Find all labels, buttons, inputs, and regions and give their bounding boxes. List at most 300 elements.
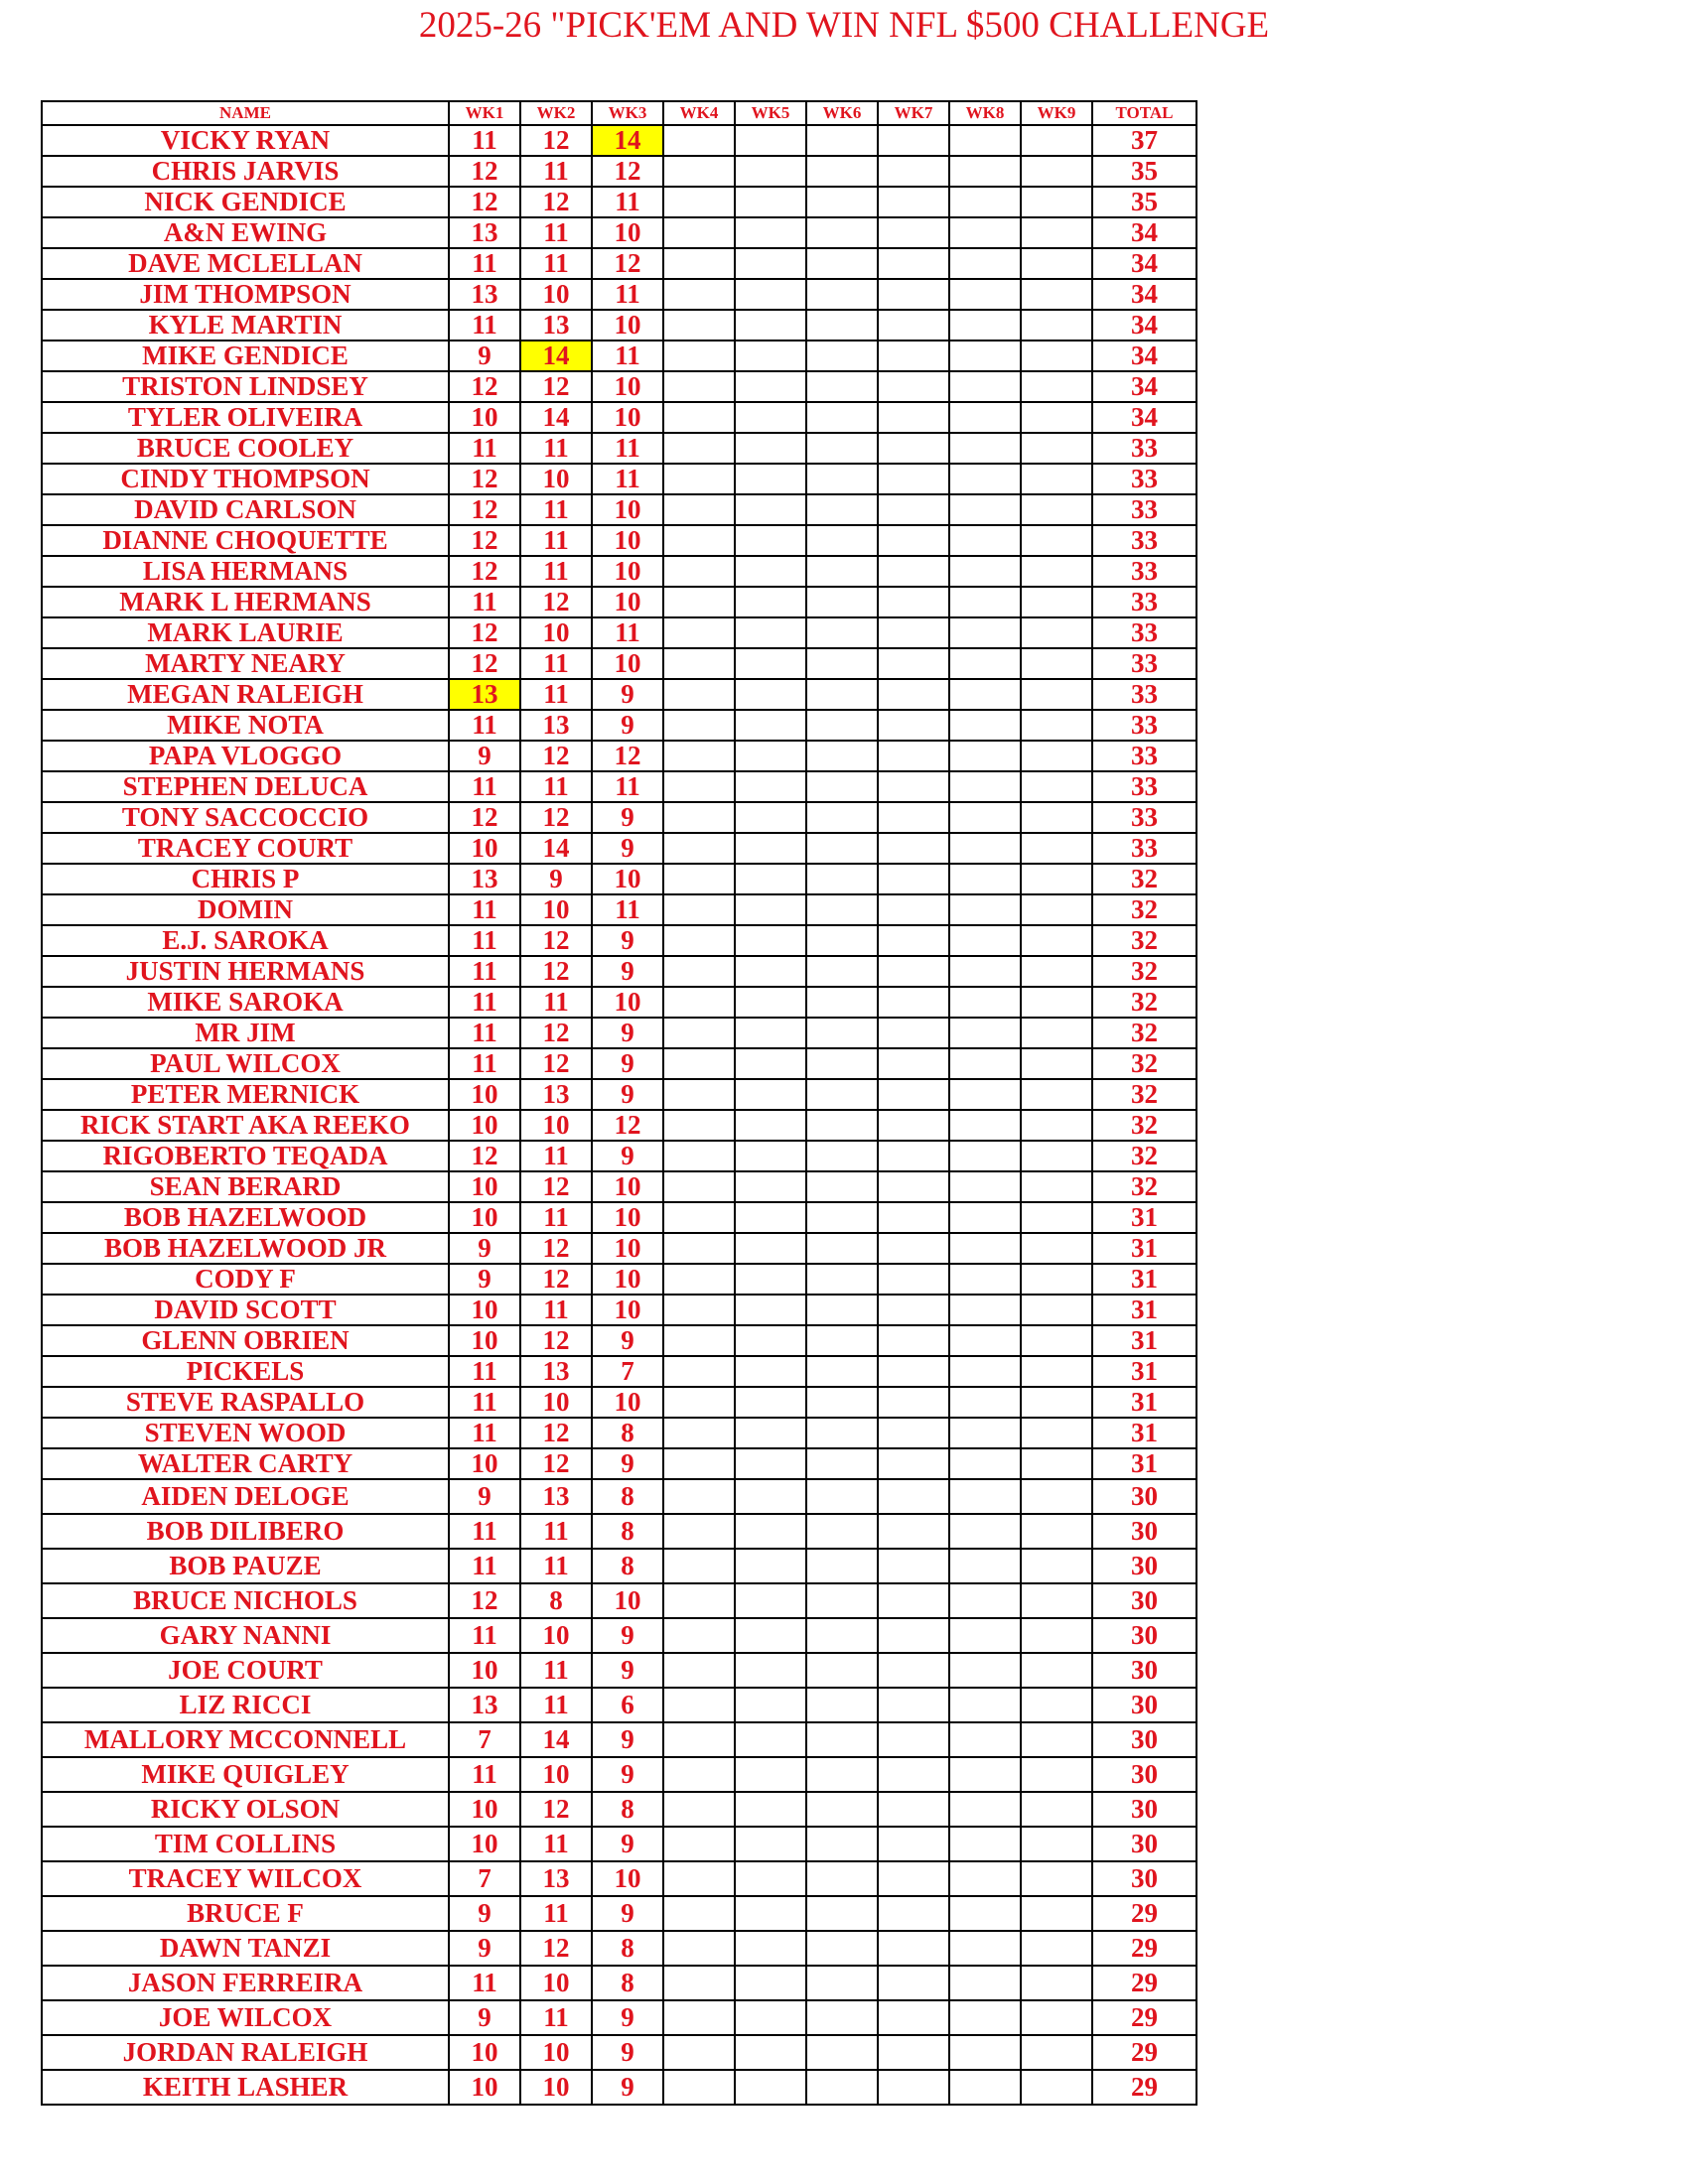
wk7-cell [878, 341, 949, 371]
wk8-cell [949, 1896, 1021, 1931]
wk3-cell: 10 [592, 648, 663, 679]
total-cell: 32 [1092, 1079, 1196, 1110]
total-cell: 33 [1092, 617, 1196, 648]
table-row [42, 1110, 1196, 1141]
wk3-cell: 9 [592, 956, 663, 987]
wk3-cell: 10 [592, 1264, 663, 1295]
wk5-cell [735, 279, 806, 310]
wk4-cell [663, 1757, 735, 1792]
wk7-cell [878, 402, 949, 433]
wk8-cell [949, 125, 1021, 156]
total-cell: 32 [1092, 1110, 1196, 1141]
wk8-cell [949, 494, 1021, 525]
table-row [42, 1448, 1196, 1479]
total-cell: 31 [1092, 1448, 1196, 1479]
wk9-cell [1021, 864, 1092, 894]
wk2-cell: 11 [520, 2000, 592, 2035]
wk3-cell: 12 [592, 741, 663, 771]
wk8-cell [949, 1233, 1021, 1264]
wk7-cell [878, 1264, 949, 1295]
total-cell: 35 [1092, 187, 1196, 217]
wk8-cell [949, 1514, 1021, 1549]
wk1-cell: 10 [449, 1653, 520, 1688]
wk1-cell: 11 [449, 956, 520, 987]
player-name-cell: CHRIS JARVIS [42, 156, 449, 187]
wk8-cell [949, 587, 1021, 617]
wk7-cell [878, 494, 949, 525]
wk2-cell: 12 [520, 1171, 592, 1202]
wk9-cell [1021, 2070, 1092, 2105]
wk7-cell [878, 1931, 949, 1966]
wk5-cell [735, 1110, 806, 1141]
total-cell: 31 [1092, 1295, 1196, 1325]
wk5-cell [735, 1514, 806, 1549]
wk8-cell [949, 187, 1021, 217]
wk4-cell [663, 279, 735, 310]
player-name-cell: TYLER OLIVEIRA [42, 402, 449, 433]
wk5-cell [735, 679, 806, 710]
wk3-cell: 11 [592, 617, 663, 648]
player-name-cell: JOE COURT [42, 1653, 449, 1688]
wk1-cell: 12 [449, 617, 520, 648]
wk5-cell [735, 248, 806, 279]
player-name-cell: LIZ RICCI [42, 1688, 449, 1722]
wk4-cell [663, 1479, 735, 1514]
table-row [42, 1653, 1196, 1688]
wk5-cell [735, 1448, 806, 1479]
table-row [42, 1048, 1196, 1079]
wk6-cell [806, 1583, 878, 1618]
wk4-cell [663, 1325, 735, 1356]
wk4-cell [663, 1549, 735, 1583]
wk1-cell: 13 [449, 279, 520, 310]
wk7-cell [878, 648, 949, 679]
wk9-cell [1021, 956, 1092, 987]
table-row [42, 217, 1196, 248]
wk7-cell [878, 1018, 949, 1048]
wk3-cell: 8 [592, 1931, 663, 1966]
wk2-cell: 11 [520, 1827, 592, 1861]
wk5-cell [735, 1295, 806, 1325]
standings-table [41, 100, 1197, 2106]
table-row [42, 802, 1196, 833]
player-name-cell: RIGOBERTO TEQADA [42, 1141, 449, 1171]
player-name-cell: DAVE MCLELLAN [42, 248, 449, 279]
total-cell: 30 [1092, 1514, 1196, 1549]
wk8-cell [949, 1202, 1021, 1233]
player-name-cell: BOB PAUZE [42, 1549, 449, 1583]
total-cell: 33 [1092, 587, 1196, 617]
wk3-cell: 10 [592, 1861, 663, 1896]
player-name-cell: DAWN TANZI [42, 1931, 449, 1966]
table-row [42, 1931, 1196, 1966]
wk9-cell [1021, 1325, 1092, 1356]
wk7-cell [878, 1387, 949, 1418]
wk9-cell [1021, 2035, 1092, 2070]
wk7-cell [878, 1418, 949, 1448]
wk7-cell [878, 187, 949, 217]
wk6-cell [806, 1264, 878, 1295]
wk1-cell: 12 [449, 494, 520, 525]
player-name-cell: BOB HAZELWOOD JR [42, 1233, 449, 1264]
wk7-cell [878, 1448, 949, 1479]
wk8-cell [949, 1110, 1021, 1141]
wk2-cell: 12 [520, 125, 592, 156]
wk3-cell: 10 [592, 587, 663, 617]
wk4-cell [663, 587, 735, 617]
table-row [42, 1018, 1196, 1048]
total-cell: 29 [1092, 2000, 1196, 2035]
wk7-cell [878, 1827, 949, 1861]
wk2-cell: 13 [520, 1861, 592, 1896]
player-name-cell: TRISTON LINDSEY [42, 371, 449, 402]
wk8-cell [949, 679, 1021, 710]
wk8-cell [949, 894, 1021, 925]
wk1-cell: 11 [449, 1387, 520, 1418]
wk9-cell [1021, 587, 1092, 617]
wk3-cell: 10 [592, 371, 663, 402]
wk8-cell [949, 1792, 1021, 1827]
wk8-cell [949, 1583, 1021, 1618]
player-name-cell: BOB HAZELWOOD [42, 1202, 449, 1233]
wk9-cell [1021, 1418, 1092, 1448]
wk4-cell [663, 556, 735, 587]
player-name-cell: A&N EWING [42, 217, 449, 248]
player-name-cell: BOB DILIBERO [42, 1514, 449, 1549]
wk8-cell [949, 987, 1021, 1018]
wk4-cell [663, 2070, 735, 2105]
table-row [42, 956, 1196, 987]
wk2-cell: 11 [520, 1295, 592, 1325]
wk4-cell [663, 648, 735, 679]
wk4-cell [663, 248, 735, 279]
total-cell: 32 [1092, 1141, 1196, 1171]
player-name-cell: DIANNE CHOQUETTE [42, 525, 449, 556]
wk9-cell [1021, 1048, 1092, 1079]
wk6-cell [806, 802, 878, 833]
wk4-cell [663, 956, 735, 987]
wk7-cell [878, 1896, 949, 1931]
wk9-cell [1021, 1141, 1092, 1171]
table-row [42, 587, 1196, 617]
wk5-cell [735, 1356, 806, 1387]
total-cell: 31 [1092, 1387, 1196, 1418]
wk4-cell [663, 1514, 735, 1549]
wk3-cell: 11 [592, 341, 663, 371]
wk9-cell [1021, 1295, 1092, 1325]
wk3-cell: 10 [592, 987, 663, 1018]
wk4-cell [663, 433, 735, 464]
wk2-cell: 10 [520, 894, 592, 925]
total-cell: 31 [1092, 1264, 1196, 1295]
wk3-cell: 9 [592, 1757, 663, 1792]
wk2-cell: 12 [520, 802, 592, 833]
player-name-cell: CHRIS P [42, 864, 449, 894]
wk6-cell [806, 1171, 878, 1202]
wk7-cell [878, 1722, 949, 1757]
wk1-cell: 9 [449, 2000, 520, 2035]
wk6-cell [806, 217, 878, 248]
wk1-cell: 10 [449, 1110, 520, 1141]
total-cell: 31 [1092, 1325, 1196, 1356]
wk8-cell [949, 341, 1021, 371]
wk6-cell [806, 1418, 878, 1448]
wk6-cell [806, 1479, 878, 1514]
wk1-cell: 13 [449, 217, 520, 248]
wk2-cell: 13 [520, 710, 592, 741]
wk1-cell: 11 [449, 987, 520, 1018]
wk9-cell [1021, 1688, 1092, 1722]
total-cell: 32 [1092, 1171, 1196, 1202]
wk6-cell [806, 279, 878, 310]
wk6-cell [806, 1514, 878, 1549]
wk1-cell: 9 [449, 1233, 520, 1264]
wk7-cell [878, 1079, 949, 1110]
table-row [42, 1583, 1196, 1618]
player-name-cell: DAVID SCOTT [42, 1295, 449, 1325]
wk8-cell [949, 1688, 1021, 1722]
wk8-cell [949, 864, 1021, 894]
wk6-cell [806, 587, 878, 617]
wk2-cell: 12 [520, 1048, 592, 1079]
wk2-cell: 11 [520, 1688, 592, 1722]
wk6-cell [806, 648, 878, 679]
wk6-cell [806, 1966, 878, 2000]
wk4-cell [663, 464, 735, 494]
wk5-cell [735, 1387, 806, 1418]
wk3-cell: 12 [592, 1110, 663, 1141]
wk8-cell [949, 217, 1021, 248]
wk8-cell [949, 741, 1021, 771]
wk5-cell [735, 1141, 806, 1171]
total-cell: 35 [1092, 156, 1196, 187]
wk1-cell: 11 [449, 1618, 520, 1653]
wk1-cell: 11 [449, 771, 520, 802]
wk6-cell [806, 1295, 878, 1325]
wk5-cell [735, 402, 806, 433]
table-row [42, 1325, 1196, 1356]
total-cell: 30 [1092, 1827, 1196, 1861]
wk7-cell [878, 679, 949, 710]
player-name-cell: MARK LAURIE [42, 617, 449, 648]
wk3-cell: 9 [592, 1448, 663, 1479]
total-cell: 34 [1092, 310, 1196, 341]
wk8-cell [949, 1618, 1021, 1653]
wk9-cell [1021, 1931, 1092, 1966]
table-row [42, 617, 1196, 648]
player-name-cell: KYLE MARTIN [42, 310, 449, 341]
total-cell: 32 [1092, 1048, 1196, 1079]
wk2-cell: 10 [520, 617, 592, 648]
total-cell: 29 [1092, 1896, 1196, 1931]
wk4-cell [663, 217, 735, 248]
player-name-cell: JASON FERREIRA [42, 1966, 449, 2000]
wk8-cell [949, 1448, 1021, 1479]
total-cell: 30 [1092, 1861, 1196, 1896]
wk1-cell: 9 [449, 1896, 520, 1931]
wk4-cell [663, 402, 735, 433]
wk3-cell: 10 [592, 494, 663, 525]
wk4-cell [663, 1048, 735, 1079]
wk5-cell [735, 1722, 806, 1757]
wk3-cell: 10 [592, 525, 663, 556]
wk3-cell: 9 [592, 710, 663, 741]
wk7-cell [878, 217, 949, 248]
wk1-cell: 12 [449, 156, 520, 187]
player-name-cell: BRUCE NICHOLS [42, 1583, 449, 1618]
wk5-cell [735, 648, 806, 679]
wk4-cell [663, 1792, 735, 1827]
table-row [42, 2000, 1196, 2035]
wk4-cell [663, 1722, 735, 1757]
wk8-cell [949, 956, 1021, 987]
wk7-cell [878, 1549, 949, 1583]
table-row [42, 1418, 1196, 1448]
wk8-cell [949, 771, 1021, 802]
wk2-cell: 11 [520, 556, 592, 587]
player-name-cell: NICK GENDICE [42, 187, 449, 217]
wk3-cell: 10 [592, 1295, 663, 1325]
column-header-wk8: WK8 [949, 101, 1021, 125]
wk6-cell [806, 987, 878, 1018]
wk2-cell: 11 [520, 679, 592, 710]
wk8-cell [949, 525, 1021, 556]
table-row [42, 833, 1196, 864]
wk9-cell [1021, 1079, 1092, 1110]
wk3-cell: 7 [592, 1356, 663, 1387]
wk7-cell [878, 433, 949, 464]
wk1-cell: 13 [449, 864, 520, 894]
wk7-cell [878, 1618, 949, 1653]
wk1-cell: 10 [449, 1202, 520, 1233]
wk6-cell [806, 125, 878, 156]
wk5-cell [735, 494, 806, 525]
wk3-cell: 11 [592, 187, 663, 217]
wk5-cell [735, 1079, 806, 1110]
wk8-cell [949, 371, 1021, 402]
wk2-cell: 10 [520, 1618, 592, 1653]
wk6-cell [806, 710, 878, 741]
wk6-cell [806, 494, 878, 525]
wk9-cell [1021, 248, 1092, 279]
wk6-cell [806, 1110, 878, 1141]
wk3-cell: 11 [592, 279, 663, 310]
wk8-cell [949, 1264, 1021, 1295]
total-cell: 30 [1092, 1688, 1196, 1722]
wk6-cell [806, 1387, 878, 1418]
wk9-cell [1021, 402, 1092, 433]
wk4-cell [663, 1861, 735, 1896]
page-title: 2025-26 "PICK'EM AND WIN NFL $500 CHALLENGE [418, 5, 1270, 46]
table-row [42, 1079, 1196, 1110]
wk2-cell: 10 [520, 464, 592, 494]
column-header-wk1: WK1 [449, 101, 520, 125]
table-row [42, 1966, 1196, 2000]
wk8-cell [949, 2035, 1021, 2070]
wk9-cell [1021, 833, 1092, 864]
wk4-cell [663, 1079, 735, 1110]
wk2-cell: 14 [520, 341, 592, 371]
column-header-wk3: WK3 [592, 101, 663, 125]
wk6-cell [806, 1356, 878, 1387]
wk5-cell [735, 1931, 806, 1966]
total-cell: 33 [1092, 771, 1196, 802]
total-cell: 32 [1092, 864, 1196, 894]
table-row [42, 1827, 1196, 1861]
wk2-cell: 13 [520, 1479, 592, 1514]
wk5-cell [735, 156, 806, 187]
wk1-cell: 11 [449, 248, 520, 279]
table-row [42, 2070, 1196, 2105]
wk3-cell: 8 [592, 1549, 663, 1583]
wk2-cell: 11 [520, 771, 592, 802]
wk9-cell [1021, 1757, 1092, 1792]
wk2-cell: 12 [520, 1418, 592, 1448]
wk4-cell [663, 894, 735, 925]
wk5-cell [735, 1325, 806, 1356]
total-cell: 33 [1092, 833, 1196, 864]
wk1-cell: 9 [449, 1479, 520, 1514]
column-header-wk7: WK7 [878, 101, 949, 125]
wk8-cell [949, 464, 1021, 494]
wk1-cell: 13 [449, 1688, 520, 1722]
wk6-cell [806, 894, 878, 925]
wk5-cell [735, 2035, 806, 2070]
wk2-cell: 11 [520, 1514, 592, 1549]
wk4-cell [663, 833, 735, 864]
total-cell: 30 [1092, 1653, 1196, 1688]
wk3-cell: 14 [592, 125, 663, 156]
wk2-cell: 10 [520, 2070, 592, 2105]
wk7-cell [878, 2000, 949, 2035]
wk1-cell: 9 [449, 1264, 520, 1295]
total-cell: 34 [1092, 341, 1196, 371]
wk7-cell [878, 464, 949, 494]
table-row [42, 402, 1196, 433]
wk9-cell [1021, 433, 1092, 464]
wk1-cell: 10 [449, 1295, 520, 1325]
wk2-cell: 14 [520, 833, 592, 864]
wk1-cell: 11 [449, 125, 520, 156]
table-row [42, 1264, 1196, 1295]
total-cell: 30 [1092, 1618, 1196, 1653]
wk5-cell [735, 1171, 806, 1202]
wk1-cell: 12 [449, 556, 520, 587]
wk1-cell: 11 [449, 925, 520, 956]
table-row [42, 1295, 1196, 1325]
table-row [42, 1479, 1196, 1514]
wk4-cell [663, 864, 735, 894]
table-row [42, 1722, 1196, 1757]
player-name-cell: RICKY OLSON [42, 1792, 449, 1827]
wk8-cell [949, 802, 1021, 833]
wk8-cell [949, 1295, 1021, 1325]
wk5-cell [735, 1264, 806, 1295]
wk9-cell [1021, 525, 1092, 556]
table-row [42, 156, 1196, 187]
wk2-cell: 8 [520, 1583, 592, 1618]
player-name-cell: BRUCE COOLEY [42, 433, 449, 464]
table-row [42, 1356, 1196, 1387]
table-row [42, 1896, 1196, 1931]
wk1-cell: 10 [449, 1827, 520, 1861]
wk5-cell [735, 1827, 806, 1861]
wk5-cell [735, 1618, 806, 1653]
wk9-cell [1021, 125, 1092, 156]
wk2-cell: 11 [520, 987, 592, 1018]
wk4-cell [663, 1583, 735, 1618]
wk1-cell: 11 [449, 310, 520, 341]
